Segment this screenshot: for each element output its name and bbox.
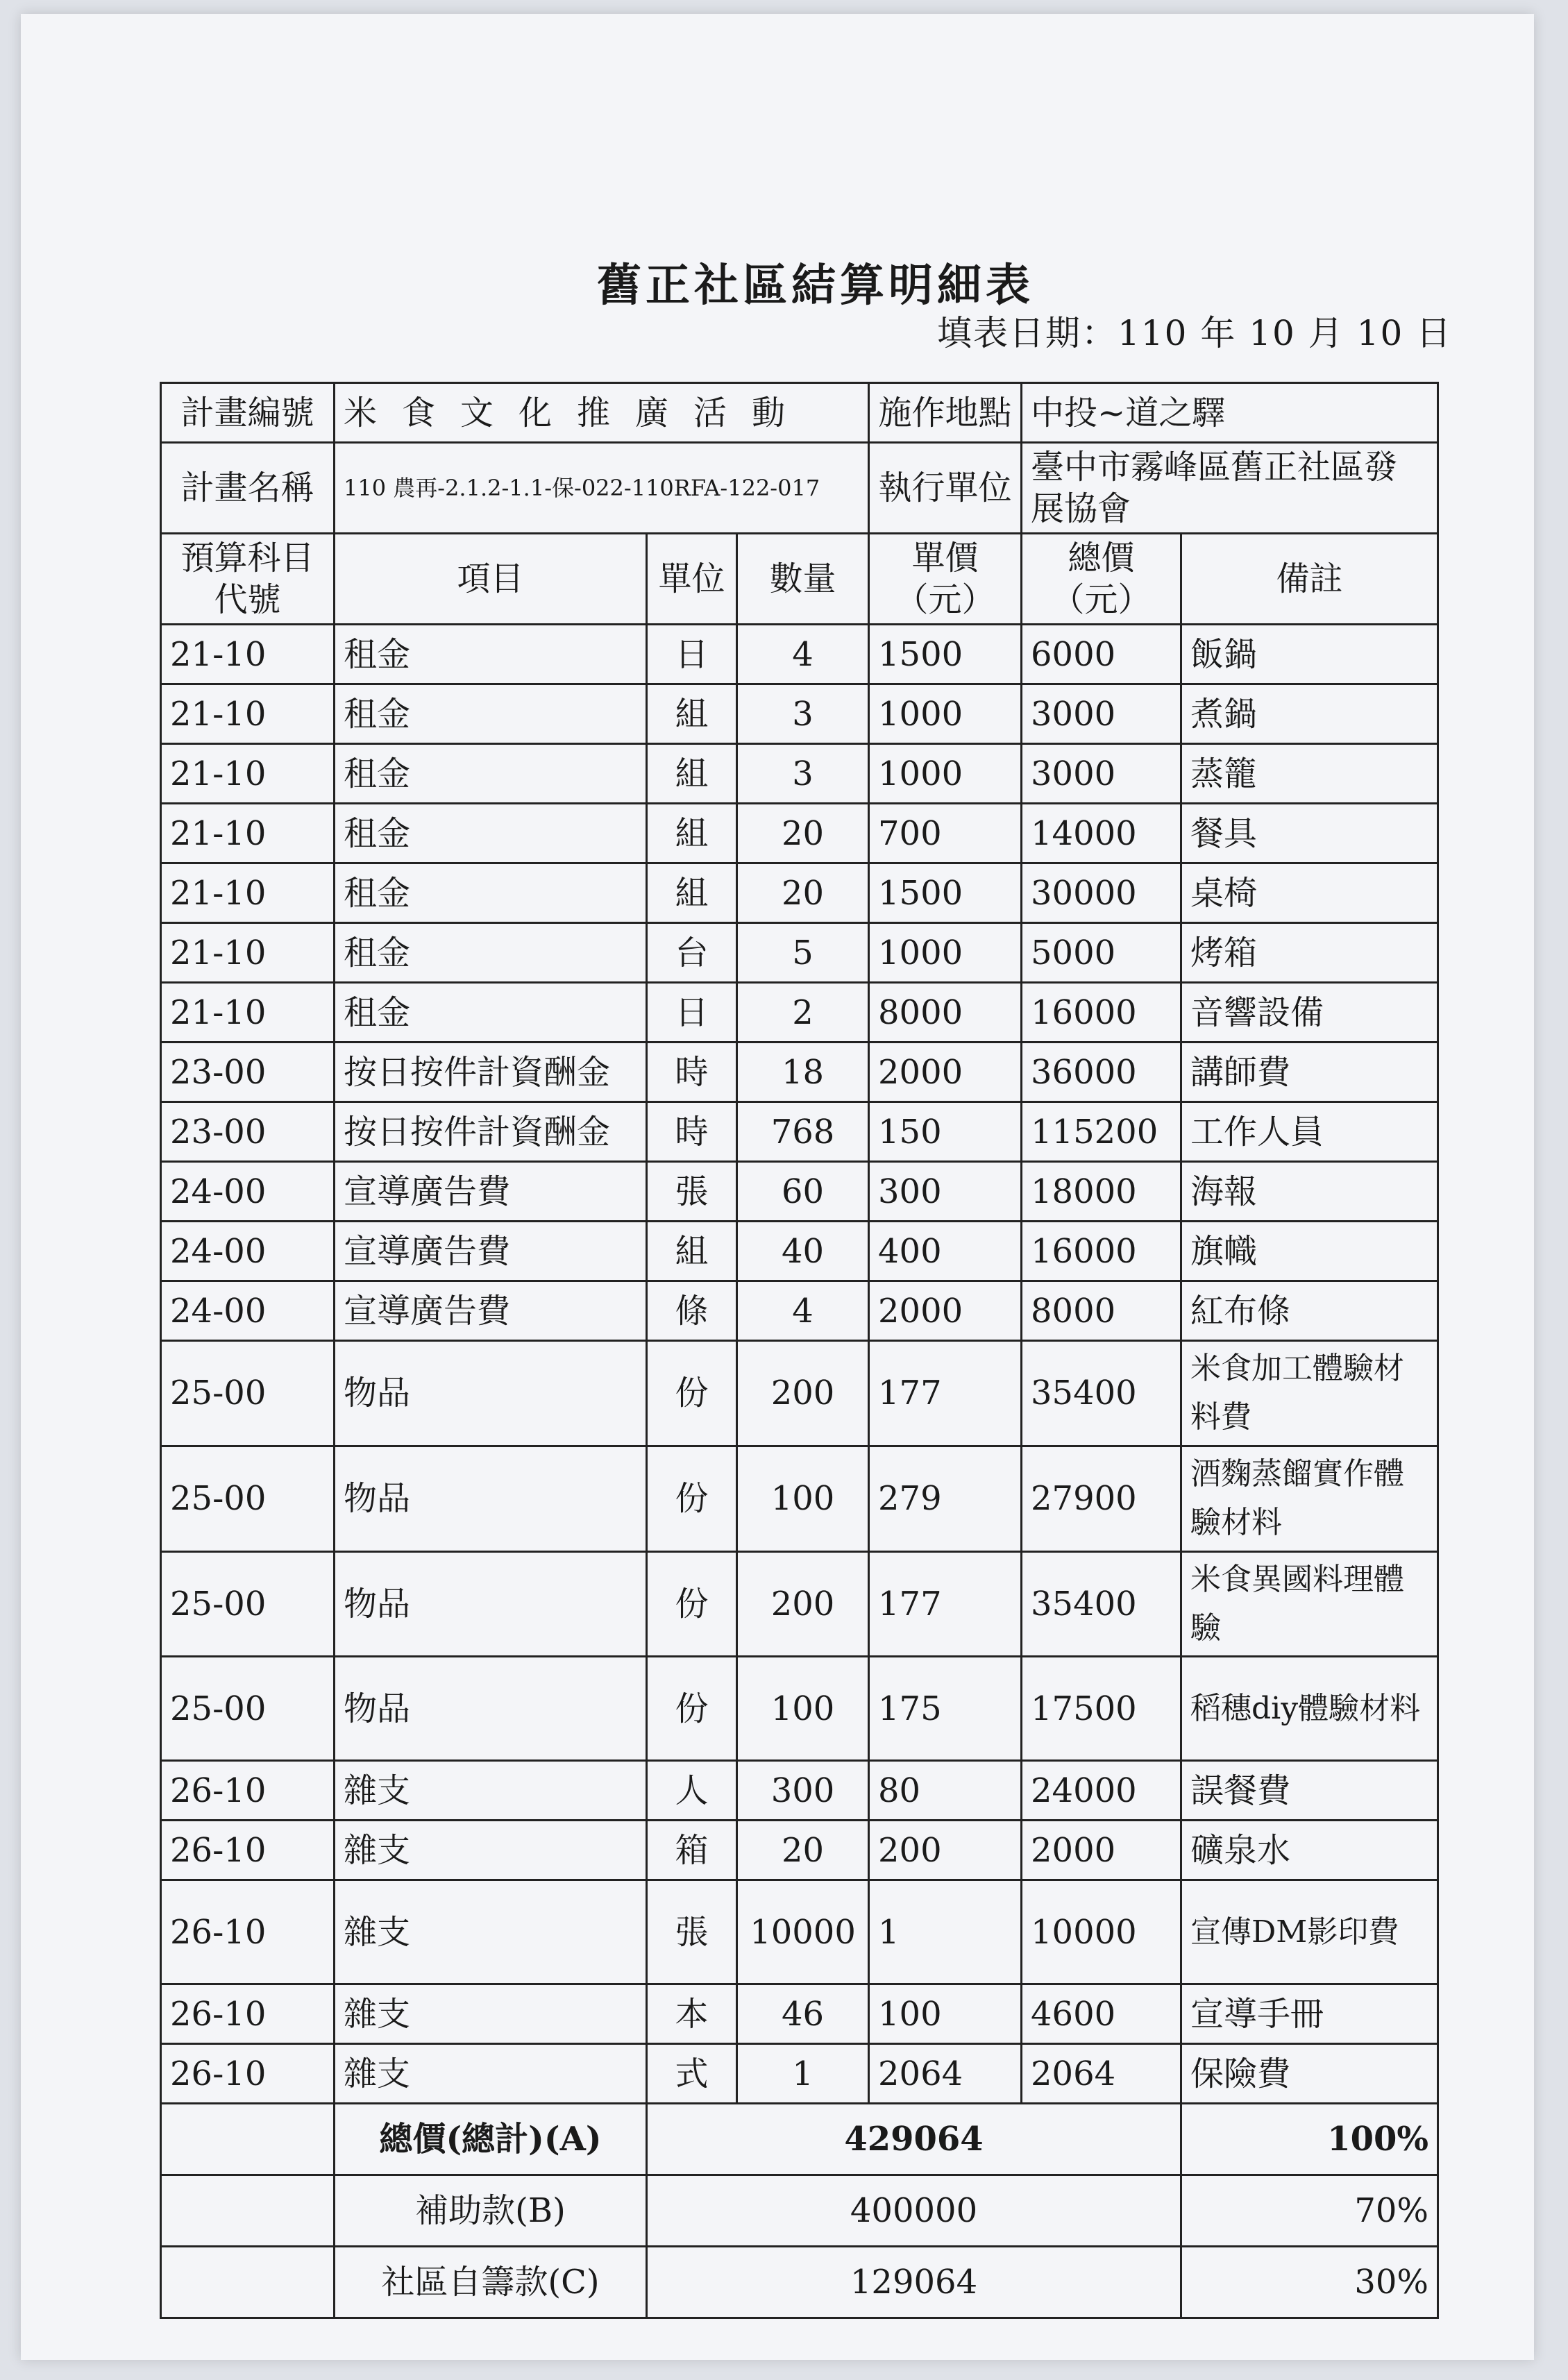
row-note: 蒸籠: [1181, 744, 1438, 804]
row-code: 24-00: [161, 1222, 335, 1281]
summary-amount: 429064: [647, 2104, 1181, 2175]
row-qty: 768: [737, 1102, 869, 1162]
row-price: 100: [869, 1984, 1022, 2044]
table-row: [161, 1446, 1438, 1551]
plan-no-label: 計畫編號: [161, 383, 335, 443]
summary-row: [161, 2247, 1438, 2318]
row-code: 21-10: [161, 863, 335, 923]
table-row: [161, 1821, 1438, 1880]
location-label: 施作地點: [869, 383, 1022, 443]
row-qty: 3: [737, 684, 869, 744]
row-note: 酒麴蒸餾實作體驗材料: [1181, 1446, 1438, 1551]
row-item: 雜支: [335, 1880, 647, 1984]
row-total: 10000: [1022, 1880, 1181, 1984]
row-note: 烤箱: [1181, 923, 1438, 983]
plan-name-label: 計畫名稱: [161, 443, 335, 534]
col-price: 單價（元）: [869, 534, 1022, 625]
summary-amount: 400000: [647, 2175, 1181, 2247]
row-note: 飯鍋: [1181, 625, 1438, 684]
row-note: 保險費: [1181, 2044, 1438, 2104]
row-unit: 組: [647, 684, 737, 744]
row-note: 宣傳DM影印費: [1181, 1880, 1438, 1984]
row-price: 80: [869, 1761, 1022, 1821]
row-total: 2064: [1022, 2044, 1181, 2104]
row-item: 雜支: [335, 1761, 647, 1821]
table-row: [161, 1761, 1438, 1821]
row-note: 工作人員: [1181, 1102, 1438, 1162]
summary-percent: 70%: [1181, 2175, 1438, 2247]
row-total: 35400: [1022, 1551, 1181, 1657]
row-code: 26-10: [161, 1880, 335, 1984]
row-qty: 18: [737, 1043, 869, 1102]
row-qty: 10000: [737, 1880, 869, 1984]
executor-value: 臺中市霧峰區舊正社區發展協會: [1022, 443, 1438, 534]
row-unit: 份: [647, 1657, 737, 1761]
row-qty: 20: [737, 863, 869, 923]
summary-label: 社區自籌款(C): [335, 2247, 647, 2318]
row-price: 2064: [869, 2044, 1022, 2104]
table-row: [161, 923, 1438, 983]
table-row: [161, 804, 1438, 863]
row-price: 2000: [869, 1043, 1022, 1102]
row-price: 177: [869, 1551, 1022, 1657]
row-total: 115200: [1022, 1102, 1181, 1162]
row-unit: 份: [647, 1341, 737, 1446]
col-qty: 數量: [737, 534, 869, 625]
row-item: 按日按件計資酬金: [335, 1043, 647, 1102]
row-qty: 200: [737, 1551, 869, 1657]
row-item: 雜支: [335, 1821, 647, 1880]
table-row: [161, 2044, 1438, 2104]
row-qty: 100: [737, 1446, 869, 1551]
row-total: 17500: [1022, 1657, 1181, 1761]
col-code: 預算科目代號: [161, 534, 335, 625]
row-note: 講師費: [1181, 1043, 1438, 1102]
row-code: 24-00: [161, 1162, 335, 1222]
row-note: 稻穗diy體驗材料: [1181, 1657, 1438, 1761]
row-qty: 2: [737, 983, 869, 1043]
table-row: [161, 1222, 1438, 1281]
row-unit: 組: [647, 1222, 737, 1281]
row-item: 租金: [335, 863, 647, 923]
summary-row: [161, 2175, 1438, 2247]
row-price: 1000: [869, 744, 1022, 804]
row-unit: 份: [647, 1446, 737, 1551]
row-note: 桌椅: [1181, 863, 1438, 923]
row-price: 8000: [869, 983, 1022, 1043]
row-price: 150: [869, 1102, 1022, 1162]
row-price: 400: [869, 1222, 1022, 1281]
table-row: [161, 1880, 1438, 1984]
col-total: 總價（元）: [1022, 534, 1181, 625]
row-total: 16000: [1022, 983, 1181, 1043]
table-row: [161, 1162, 1438, 1222]
table-row: [161, 684, 1438, 744]
row-note: 餐具: [1181, 804, 1438, 863]
row-total: 18000: [1022, 1162, 1181, 1222]
row-price: 1: [869, 1880, 1022, 1984]
row-qty: 100: [737, 1657, 869, 1761]
row-total: 27900: [1022, 1446, 1181, 1551]
row-code: 26-10: [161, 2044, 335, 2104]
row-note: 誤餐費: [1181, 1761, 1438, 1821]
row-item: 宣導廣告費: [335, 1222, 647, 1281]
summary-blank-cell: [161, 2247, 335, 2318]
row-note: 米食異國料理體驗: [1181, 1551, 1438, 1657]
row-qty: 60: [737, 1162, 869, 1222]
row-unit: 時: [647, 1043, 737, 1102]
table-row: [161, 625, 1438, 684]
row-qty: 40: [737, 1222, 869, 1281]
col-item: 項目: [335, 534, 647, 625]
header-row-plan-no: [161, 383, 1438, 443]
row-code: 26-10: [161, 1761, 335, 1821]
row-code: 25-00: [161, 1551, 335, 1657]
row-code: 24-00: [161, 1281, 335, 1341]
table-row: [161, 1102, 1438, 1162]
row-qty: 4: [737, 625, 869, 684]
row-qty: 4: [737, 1281, 869, 1341]
row-item: 雜支: [335, 1984, 647, 2044]
row-total: 5000: [1022, 923, 1181, 983]
row-note: 音響設備: [1181, 983, 1438, 1043]
row-unit: 箱: [647, 1821, 737, 1880]
row-item: 物品: [335, 1341, 647, 1446]
row-price: 2000: [869, 1281, 1022, 1341]
row-price: 1500: [869, 863, 1022, 923]
row-item: 租金: [335, 625, 647, 684]
row-price: 200: [869, 1821, 1022, 1880]
row-unit: 組: [647, 863, 737, 923]
summary-blank-cell: [161, 2104, 335, 2175]
row-item: 租金: [335, 744, 647, 804]
row-qty: 1: [737, 2044, 869, 2104]
row-code: 25-00: [161, 1341, 335, 1446]
row-price: 279: [869, 1446, 1022, 1551]
plan-name-value: 110 農再-2.1.2-1.1-保-022-110RFA-122-017: [335, 443, 869, 534]
row-code: 21-10: [161, 804, 335, 863]
table-row: [161, 983, 1438, 1043]
table-row: [161, 863, 1438, 923]
table-row: [161, 744, 1438, 804]
row-unit: 式: [647, 2044, 737, 2104]
document-title: 舊正社區結算明細表: [597, 260, 1034, 312]
row-total: 4600: [1022, 1984, 1181, 2044]
row-item: 物品: [335, 1446, 647, 1551]
row-note: 煮鍋: [1181, 684, 1438, 744]
row-total: 14000: [1022, 804, 1181, 863]
row-item: 租金: [335, 684, 647, 744]
row-unit: 組: [647, 804, 737, 863]
table-row: [161, 1984, 1438, 2044]
row-price: 1000: [869, 923, 1022, 983]
summary-label: 補助款(B): [335, 2175, 647, 2247]
summary-percent: 30%: [1181, 2247, 1438, 2318]
summary-amount: 129064: [647, 2247, 1181, 2318]
table-row: [161, 1657, 1438, 1761]
row-code: 21-10: [161, 983, 335, 1043]
plan-no-value: 米食文化推廣活動: [335, 383, 869, 443]
row-note: 礦泉水: [1181, 1821, 1438, 1880]
row-unit: 本: [647, 1984, 737, 2044]
row-total: 3000: [1022, 684, 1181, 744]
row-total: 30000: [1022, 863, 1181, 923]
row-item: 宣導廣告費: [335, 1162, 647, 1222]
row-price: 175: [869, 1657, 1022, 1761]
row-unit: 人: [647, 1761, 737, 1821]
row-total: 24000: [1022, 1761, 1181, 1821]
row-qty: 20: [737, 1821, 869, 1880]
row-unit: 張: [647, 1162, 737, 1222]
row-note: 米食加工體驗材料費: [1181, 1341, 1438, 1446]
row-total: 2000: [1022, 1821, 1181, 1880]
row-note: 紅布條: [1181, 1281, 1438, 1341]
row-unit: 時: [647, 1102, 737, 1162]
summary-blank-cell: [161, 2175, 335, 2247]
col-unit: 單位: [647, 534, 737, 625]
row-unit: 份: [647, 1551, 737, 1657]
table-row: [161, 1551, 1438, 1657]
row-code: 23-00: [161, 1102, 335, 1162]
row-note: 旗幟: [1181, 1222, 1438, 1281]
summary-row: [161, 2104, 1438, 2175]
row-total: 16000: [1022, 1222, 1181, 1281]
row-unit: 組: [647, 744, 737, 804]
row-item: 物品: [335, 1657, 647, 1761]
row-price: 300: [869, 1162, 1022, 1222]
row-item: 宣導廣告費: [335, 1281, 647, 1341]
row-item: 租金: [335, 804, 647, 863]
settlement-table: [160, 382, 1439, 2319]
row-price: 1500: [869, 625, 1022, 684]
row-qty: 20: [737, 804, 869, 863]
row-unit: 日: [647, 625, 737, 684]
row-qty: 46: [737, 1984, 869, 2044]
row-item: 租金: [335, 923, 647, 983]
row-item: 租金: [335, 983, 647, 1043]
row-code: 21-10: [161, 744, 335, 804]
row-qty: 3: [737, 744, 869, 804]
row-unit: 張: [647, 1880, 737, 1984]
row-total: 36000: [1022, 1043, 1181, 1102]
summary-label: 總價(總計)(A): [335, 2104, 647, 2175]
table-row: [161, 1281, 1438, 1341]
row-code: 25-00: [161, 1657, 335, 1761]
row-qty: 200: [737, 1341, 869, 1446]
row-item: 按日按件計資酬金: [335, 1102, 647, 1162]
document-sheet: [21, 14, 1534, 2360]
location-value: 中投~道之驛: [1022, 383, 1438, 443]
header-row-plan-name: [161, 443, 1438, 534]
row-item: 物品: [335, 1551, 647, 1657]
row-code: 26-10: [161, 1821, 335, 1880]
row-code: 23-00: [161, 1043, 335, 1102]
table-row: [161, 1341, 1438, 1446]
row-unit: 日: [647, 983, 737, 1043]
row-price: 177: [869, 1341, 1022, 1446]
row-note: 宣導手冊: [1181, 1984, 1438, 2044]
row-price: 1000: [869, 684, 1022, 744]
summary-percent: 100%: [1181, 2104, 1438, 2175]
row-code: 25-00: [161, 1446, 335, 1551]
column-header-row: [161, 534, 1438, 625]
col-note: 備註: [1181, 534, 1438, 625]
fill-date: 填表日期：110 年 10 月 10 日: [937, 313, 1453, 353]
row-qty: 5: [737, 923, 869, 983]
row-total: 35400: [1022, 1341, 1181, 1446]
row-code: 21-10: [161, 923, 335, 983]
row-code: 21-10: [161, 625, 335, 684]
row-unit: 條: [647, 1281, 737, 1341]
row-total: 3000: [1022, 744, 1181, 804]
table-row: [161, 1043, 1438, 1102]
row-code: 21-10: [161, 684, 335, 744]
row-total: 6000: [1022, 625, 1181, 684]
executor-label: 執行單位: [869, 443, 1022, 534]
row-code: 26-10: [161, 1984, 335, 2044]
row-note: 海報: [1181, 1162, 1438, 1222]
row-item: 雜支: [335, 2044, 647, 2104]
row-unit: 台: [647, 923, 737, 983]
row-total: 8000: [1022, 1281, 1181, 1341]
row-price: 700: [869, 804, 1022, 863]
row-qty: 300: [737, 1761, 869, 1821]
